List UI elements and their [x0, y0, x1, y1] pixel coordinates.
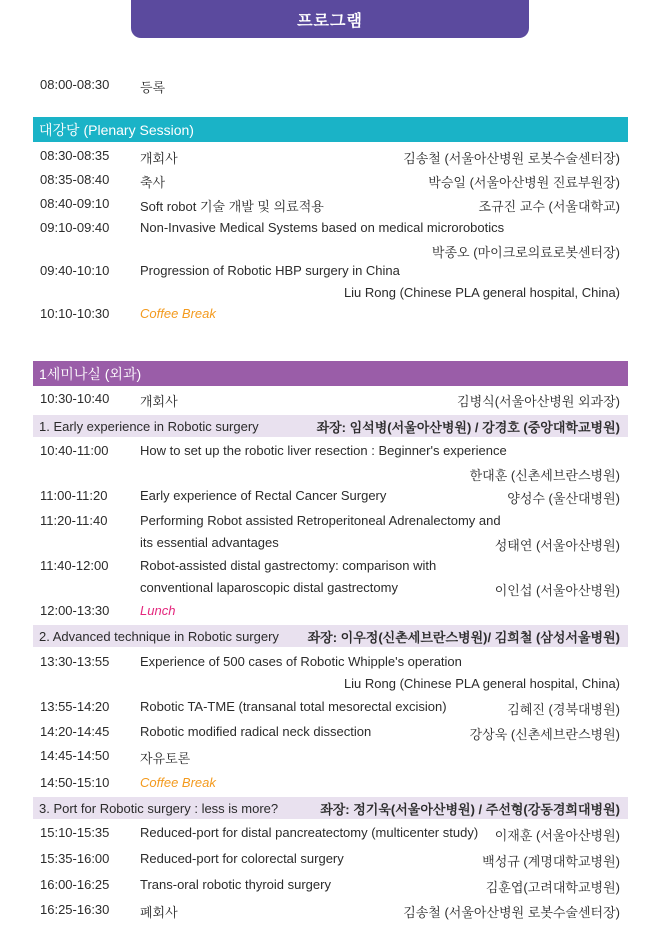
- time-cell: 15:35-16:00: [40, 851, 110, 866]
- coffee-break-label: Coffee Break: [140, 775, 216, 790]
- speaker-cell: 박승일 (서울아산병원 진료부원장): [428, 175, 620, 190]
- speaker-cell: Liu Rong (Chinese PLA general hospital, China): [343, 676, 620, 691]
- schedule-row: [40, 558, 620, 598]
- speaker-cell: 김혜진 (경북대병원): [507, 702, 620, 717]
- schedule-row: [40, 825, 620, 847]
- schedule-row: [40, 196, 620, 218]
- speaker-cell: 양성수 (울산대병원): [507, 491, 620, 506]
- speaker-cell: 성태연 (서울아산병원): [494, 538, 620, 553]
- speaker-cell: Liu Rong (Chinese PLA general hospital, China): [343, 285, 620, 300]
- speaker-cell: 강상욱 (신촌세브란스병원): [469, 727, 620, 742]
- schedule-row: [40, 443, 620, 483]
- speaker-cell: 김훈엽(고려대학교병원): [485, 880, 620, 895]
- session-title: 1. Early experience in Robotic surgery: [39, 418, 259, 434]
- time-cell: 10:10-10:30: [40, 306, 110, 321]
- time-cell: 13:30-13:55: [40, 654, 110, 669]
- speaker-cell: 한대훈 (신촌세브란스병원): [469, 468, 620, 483]
- schedule-row: [40, 172, 620, 194]
- session-chairs: 좌장: 정기욱(서울아산병원) / 주선형(강동경희대병원): [320, 801, 620, 817]
- schedule-row: [40, 488, 620, 510]
- title-cell: 폐회사: [140, 905, 178, 920]
- schedule-row: [40, 699, 620, 721]
- coffee-break-row: [40, 775, 620, 797]
- title-cell: Experience of 500 cases of Robotic Whipple's operation: [140, 654, 462, 669]
- session-header: [33, 797, 628, 819]
- coffee-break-label: Coffee Break: [140, 306, 216, 321]
- speaker-cell: 김송철 (서울아산병원 로봇수술센터장): [403, 151, 620, 166]
- session-title: 2. Advanced technique in Robotic surgery: [39, 628, 279, 644]
- speaker-cell: 김송철 (서울아산병원 로봇수술센터장): [403, 905, 620, 920]
- title-continuation: conventional laparoscopic distal gastrectomy: [140, 580, 398, 595]
- title-cell: Early experience of Rectal Cancer Surgery: [140, 488, 387, 503]
- schedule-row: [40, 654, 620, 691]
- registration-row: [40, 77, 620, 99]
- session-chairs: 좌장: 이우정(신촌세브란스병원)/ 김희철 (삼성서울병원): [307, 629, 620, 645]
- schedule-row: [40, 748, 620, 770]
- time-cell: 14:20-14:45: [40, 724, 110, 739]
- schedule-row: [40, 513, 620, 553]
- plenary-heading: 대강당 (Plenary Session): [33, 117, 628, 142]
- time-cell: 08:30-08:35: [40, 148, 110, 163]
- time-cell: 10:30-10:40: [40, 391, 110, 406]
- schedule-row: [40, 148, 620, 170]
- time-cell: 08:00-08:30: [40, 77, 110, 92]
- title-cell: 개회사: [140, 151, 178, 166]
- schedule-row: [40, 391, 620, 413]
- session-header: [33, 415, 628, 437]
- session-header: [33, 625, 628, 647]
- time-cell: 14:45-14:50: [40, 748, 110, 763]
- schedule-row: [40, 220, 620, 260]
- speaker-cell: 백성규 (계명대학교병원): [482, 854, 620, 869]
- lunch-row: [40, 603, 620, 625]
- title-cell: Robot-assisted distal gastrectomy: comparison with: [140, 558, 437, 573]
- time-cell: 11:20-11:40: [40, 513, 108, 528]
- speaker-cell: 이인섭 (서울아산병원): [494, 583, 620, 598]
- title-cell: Reduced-port for colorectal surgery: [140, 851, 344, 866]
- page-title-tab: 프로그램: [131, 0, 529, 38]
- time-cell: 16:25-16:30: [40, 902, 110, 917]
- speaker-cell: 조규진 교수 (서울대학교): [478, 199, 620, 214]
- session-title: 3. Port for Robotic surgery : less is more?: [39, 800, 279, 816]
- time-cell: 08:35-08:40: [40, 172, 110, 187]
- speaker-cell: 김병식(서울아산병원 외과장): [457, 394, 620, 409]
- time-cell: 11:00-11:20: [40, 488, 108, 503]
- time-cell: 16:00-16:25: [40, 877, 110, 892]
- title-cell: How to set up the robotic liver resection : Beginner's experience: [140, 443, 507, 458]
- title-cell: 자유토론: [140, 751, 191, 766]
- title-cell: Non-Invasive Medical Systems based on medical microrobotics: [140, 220, 505, 235]
- seminar-heading: 1세미나실 (외과): [33, 361, 628, 386]
- title-continuation: its essential advantages: [140, 535, 279, 550]
- title-cell: Robotic TA-TME (transanal total mesorectal excision): [140, 699, 447, 714]
- coffee-break-row: [40, 306, 620, 328]
- lunch-label: Lunch: [140, 603, 176, 618]
- time-cell: 13:55-14:20: [40, 699, 110, 714]
- time-cell: 09:10-09:40: [40, 220, 110, 235]
- title-cell: Robotic modified radical neck dissection: [140, 724, 372, 739]
- speaker-cell: 이재훈 (서울아산병원): [494, 828, 620, 843]
- title-cell: Performing Robot assisted Retroperitoneal Adrenalectomy and: [140, 513, 501, 528]
- time-cell: 11:40-12:00: [40, 558, 109, 573]
- time-cell: 09:40-10:10: [40, 263, 110, 278]
- time-cell: 10:40-11:00: [40, 443, 109, 458]
- title-cell: Soft robot 기술 개발 및 의료적용: [140, 199, 324, 214]
- schedule-row: [40, 724, 620, 746]
- title-cell: 개회사: [140, 394, 178, 409]
- title-cell: 등록: [140, 80, 166, 95]
- speaker-cell: 박종오 (마이크로의료로봇센터장): [431, 245, 620, 260]
- title-cell: Reduced-port for distal pancreatectomy (multicenter study): [140, 825, 479, 840]
- time-cell: 08:40-09:10: [40, 196, 110, 211]
- schedule-row: [40, 263, 620, 300]
- schedule-row: [40, 851, 620, 873]
- title-cell: 축사: [140, 175, 166, 190]
- session-chairs: 좌장: 임석병(서울아산병원) / 강경호 (중앙대학교병원): [316, 419, 620, 435]
- title-cell: Trans-oral robotic thyroid surgery: [140, 877, 331, 892]
- schedule-row: [40, 902, 620, 924]
- time-cell: 12:00-13:30: [40, 603, 110, 618]
- time-cell: 14:50-15:10: [40, 775, 110, 790]
- time-cell: 15:10-15:35: [40, 825, 110, 840]
- title-cell: Progression of Robotic HBP surgery in China: [140, 263, 400, 278]
- schedule-row: [40, 877, 620, 899]
